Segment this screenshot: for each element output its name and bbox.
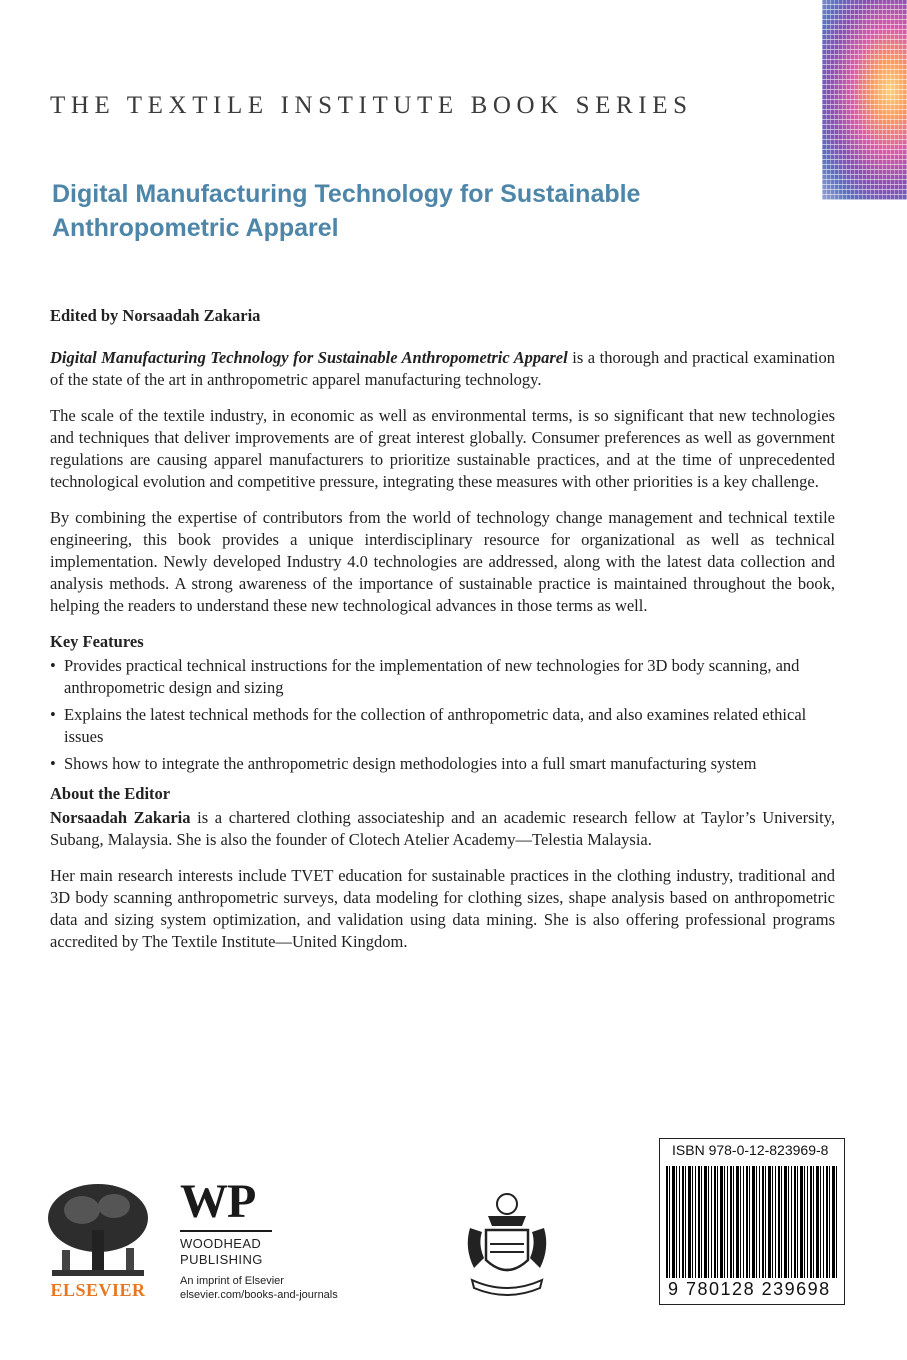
woodhead-name-line2: PUBLISHING [180, 1252, 263, 1267]
elsevier-logo [42, 1180, 154, 1302]
wp-mark: WP [180, 1175, 256, 1228]
isbn-number: ISBN 978-0-12-823969-8 [672, 1142, 829, 1158]
edited-by: Edited by Norsaadah Zakaria [50, 306, 261, 325]
key-feature-item: • Explains the latest technical methods for the collection of anthropometric data, and also examines related ethical issues [50, 704, 835, 748]
intro-paragraph [50, 347, 835, 391]
intro-rest: is a thorough and practical examination of the state of the art in anthropometric apparel manufacturing technology. [50, 348, 835, 389]
key-features-list [50, 655, 835, 775]
paragraph-2: The scale of the textile industry, in economic as well as environmental terms, is so significant that new technologies and techniques that deliver improvements are of great interest globally. Consumer preferences as well as government regulations are causing apparel manufacturers to prioritize sustainable practices, and at the time of unprecedented technological evolution and competitive pressure, integrating these measures with other priorities is a key challenge. [50, 406, 835, 491]
back-cover-text [50, 347, 835, 967]
imprint-line2: elsevier.com/books-and-journals [180, 1289, 338, 1301]
elsevier-tree-icon [42, 1180, 154, 1280]
imprint-line1: An imprint of Elsevier [180, 1275, 284, 1287]
about-editor-heading: About the Editor [50, 784, 171, 803]
about-editor-paragraph [50, 807, 835, 851]
book-title-line2: Anthropometric Apparel [52, 214, 339, 242]
woodhead-name [180, 1236, 380, 1268]
paragraph-3: By combining the expertise of contributors from the world of technology change management and technical textile engineering, this book provides a unique interdisciplinary resource for organizational as well as technical implementation. Newly developed Industry 4.0 technologies are addressed, along with the latest data collection and analysis methods. A strong awareness of the importance of sustainable practice is maintained throughout the book, helping the readers to understand these new technological advances in those terms as well. [50, 508, 835, 615]
book-series-label: THE TEXTILE INSTITUTE BOOK SERIES [50, 92, 693, 119]
book-title-line1: Digital Manufacturing Technology for Sustainable [52, 180, 641, 208]
textile-institute-crest-icon [458, 1188, 556, 1300]
barcode-digits: 9 780128 239698 [668, 1279, 831, 1299]
barcode-bars [666, 1166, 838, 1278]
isbn-barcode [659, 1138, 845, 1305]
cover-corner-artwork [822, 0, 907, 200]
key-feature-item: • Provides practical technical instructions for the implementation of new technologies for 3D body scanning, and anthropometric design and sizing [50, 655, 835, 699]
key-features-heading: Key Features [50, 632, 144, 651]
intro-title-italic: Digital Manufacturing Technology for Sustainable Anthropometric Apparel [50, 348, 568, 367]
woodhead-publishing-logo [180, 1175, 380, 1302]
editor-name: Norsaadah Zakaria [50, 808, 191, 827]
elsevier-wordmark: ELSEVIER [50, 1280, 146, 1300]
imprint-text [180, 1274, 380, 1302]
key-feature-item: • Shows how to integrate the anthropometric design methodologies into a full smart manufacturing system [50, 753, 835, 775]
woodhead-name-line1: WOODHEAD [180, 1236, 262, 1251]
about-editor-paragraph-2: Her main research interests include TVET education for sustainable practices in the clothing industry, traditional and 3D body scanning anthropometric surveys, data modeling for clothing sizes, shape analysis based on anthropometric data and sizing system optimization, and validation using data mining. She is also offering professional programs accredited by The Textile Institute—United Kingdom. [50, 866, 835, 951]
about-editor-rest: is a chartered clothing associateship and an academic research fellow at Taylor’s University, Subang, Malaysia. She is also the founder of Clotech Atelier Academy—Telestia Malaysia. [50, 808, 835, 849]
wp-divider [180, 1230, 272, 1232]
book-title [52, 177, 752, 245]
